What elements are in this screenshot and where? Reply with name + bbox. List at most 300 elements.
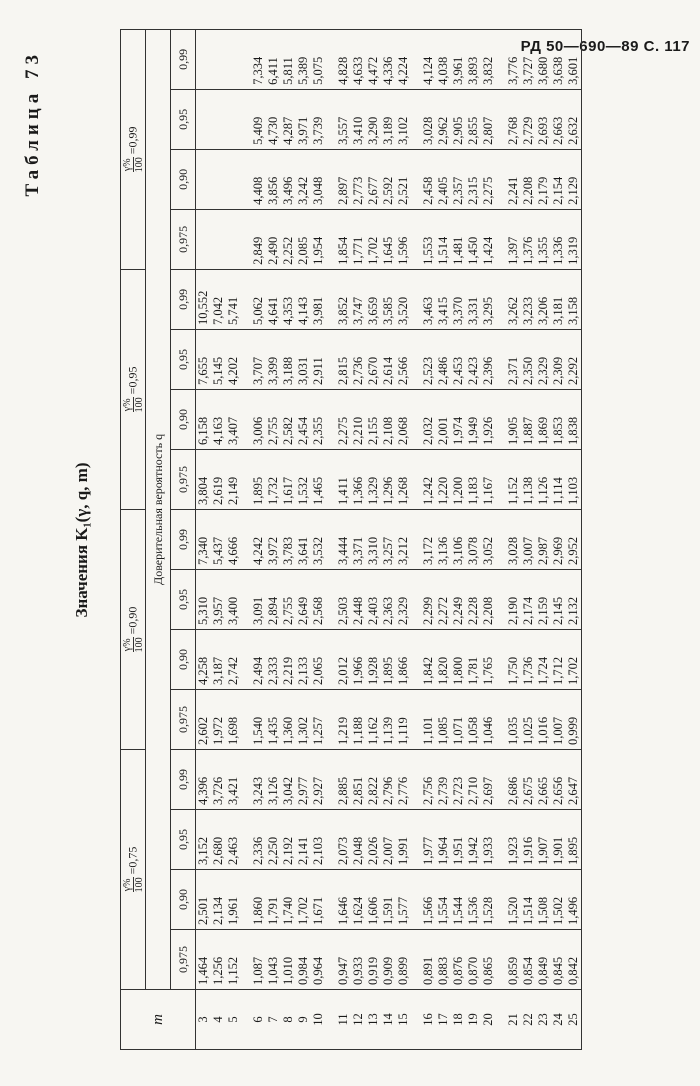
k1-value-cell: 3,961 bbox=[451, 29, 466, 89]
k1-value-cell: 1,183 bbox=[466, 449, 481, 509]
k1-value-cell: 2,249 bbox=[451, 569, 466, 629]
k1-value-cell: 3,444 bbox=[336, 509, 351, 569]
k1-value-cell: 1,933 bbox=[481, 810, 496, 870]
k1-value-cell: 2,371 bbox=[506, 329, 521, 389]
q-header-cell: 0,99 bbox=[171, 29, 196, 89]
k1-value-cell: 1,646 bbox=[336, 870, 351, 930]
k1-value-cell: 2,228 bbox=[466, 569, 481, 629]
k1-value-cell: 3,006 bbox=[251, 389, 266, 449]
k1-value-cell: 2,855 bbox=[466, 89, 481, 149]
k1-value-cell: 2,007 bbox=[381, 810, 396, 870]
k1-value-cell: 4,287 bbox=[281, 89, 296, 149]
table-row bbox=[336, 29, 351, 1049]
k1-value-cell: 1,577 bbox=[396, 870, 411, 930]
k1-value-cell: 1,553 bbox=[421, 209, 436, 269]
k1-value-cell: 3,212 bbox=[396, 509, 411, 569]
k1-value-cell: 2,962 bbox=[436, 89, 451, 149]
k1-value-cell: 2,670 bbox=[366, 329, 381, 389]
k1-value-cell: 2,815 bbox=[336, 329, 351, 389]
k1-value-cell: 2,333 bbox=[266, 629, 281, 689]
k1-value-cell: 3,181 bbox=[551, 269, 566, 329]
table-row bbox=[466, 29, 481, 1049]
k1-value-cell: 1,010 bbox=[281, 930, 296, 990]
k1-value-cell: 1,138 bbox=[521, 449, 536, 509]
k1-value-cell: 3,152 bbox=[196, 810, 212, 870]
k1-value-cell: 1,964 bbox=[436, 810, 451, 870]
k1-value-cell: 1,800 bbox=[451, 629, 466, 689]
q-header-cell: 0,90 bbox=[171, 629, 196, 689]
m-value-cell: 14 bbox=[381, 990, 396, 1050]
spacer-cell bbox=[411, 389, 421, 449]
spacer-cell bbox=[411, 29, 421, 89]
k1-value-cell: 2,208 bbox=[521, 149, 536, 209]
k1-value-cell: 2,134 bbox=[211, 870, 226, 930]
k1-value-cell bbox=[211, 89, 226, 149]
k1-value-cell: 2,851 bbox=[351, 749, 366, 809]
k1-value-cell: 1,842 bbox=[421, 629, 436, 689]
k1-value-cell: 1,162 bbox=[366, 689, 381, 749]
k1-value-cell: 3,726 bbox=[211, 749, 226, 809]
k1-value-cell: 3,126 bbox=[266, 749, 281, 809]
m-value-cell: 9 bbox=[296, 990, 311, 1050]
k1-value-cell bbox=[226, 29, 241, 89]
k1-value-cell: 1,972 bbox=[211, 689, 226, 749]
k1-value-cell: 2,068 bbox=[396, 389, 411, 449]
k1-value-cell: 1,016 bbox=[536, 689, 551, 749]
k1-value-cell: 2,463 bbox=[226, 810, 241, 870]
k1-value-cell: 1,916 bbox=[521, 810, 536, 870]
k1-value-cell: 2,602 bbox=[196, 689, 212, 749]
k1-value-cell: 3,370 bbox=[451, 269, 466, 329]
k1-value-cell: 2,523 bbox=[421, 329, 436, 389]
k1-value-cell: 0,870 bbox=[466, 930, 481, 990]
k1-value-cell: 2,132 bbox=[566, 569, 582, 629]
k1-value-cell: 3,804 bbox=[196, 449, 212, 509]
k1-value-cell: 1,424 bbox=[481, 209, 496, 269]
k1-value-cell: 4,336 bbox=[381, 29, 396, 89]
k1-value-cell: 1,951 bbox=[451, 810, 466, 870]
k1-value-cell: 0,933 bbox=[351, 930, 366, 990]
m-value-cell: 5 bbox=[226, 990, 241, 1050]
k1-value-cell: 1,188 bbox=[351, 689, 366, 749]
q-header-cell: 0,95 bbox=[171, 89, 196, 149]
k1-value-cell: 1,302 bbox=[296, 689, 311, 749]
k1-value-cell: 2,329 bbox=[396, 569, 411, 629]
k1-value-cell: 1,035 bbox=[506, 689, 521, 749]
gamma-header-0: γ% 100 =0,75 bbox=[121, 749, 146, 989]
k1-value-cell: 1,397 bbox=[506, 209, 521, 269]
k1-value-cell: 3,042 bbox=[281, 749, 296, 809]
k1-value-cell: 3,641 bbox=[296, 509, 311, 569]
table-row bbox=[436, 29, 451, 1049]
k1-value-cell: 0,919 bbox=[366, 930, 381, 990]
k1-value-cell: 1,536 bbox=[466, 870, 481, 930]
k1-value-cell: 1,838 bbox=[566, 389, 582, 449]
spacer-cell bbox=[241, 509, 251, 569]
k1-value-cell: 2,756 bbox=[421, 749, 436, 809]
k1-value-cell: 3,295 bbox=[481, 269, 496, 329]
spacer-cell bbox=[326, 930, 336, 990]
k1-value-cell: 1,606 bbox=[366, 870, 381, 930]
spacer-cell bbox=[496, 509, 506, 569]
group-spacer-row bbox=[411, 29, 421, 1049]
k1-value-cell: 1,268 bbox=[396, 449, 411, 509]
k1-value-cell: 3,601 bbox=[566, 29, 582, 89]
k1-value-cell: 1,152 bbox=[506, 449, 521, 509]
k1-value-cell: 4,163 bbox=[211, 389, 226, 449]
k1-value-cell: 1,974 bbox=[451, 389, 466, 449]
k1-value-cell: 2,073 bbox=[336, 810, 351, 870]
spacer-cell bbox=[411, 810, 421, 870]
q-header-cell: 0,975 bbox=[171, 930, 196, 990]
spacer-cell bbox=[326, 990, 336, 1050]
k1-value-cell: 2,656 bbox=[551, 749, 566, 809]
k1-value-cell: 4,828 bbox=[336, 29, 351, 89]
m-value-cell: 16 bbox=[421, 990, 436, 1050]
k1-value-cell: 3,852 bbox=[336, 269, 351, 329]
spacer-cell bbox=[326, 89, 336, 149]
k1-value-cell: 1,025 bbox=[521, 689, 536, 749]
k1-value-cell bbox=[211, 29, 226, 89]
k1-value-cell: 1,296 bbox=[381, 449, 396, 509]
spacer-cell bbox=[241, 209, 251, 269]
k1-value-cell: 2,710 bbox=[466, 749, 481, 809]
k1-value-cell: 7,340 bbox=[196, 509, 212, 569]
spacer-cell bbox=[411, 990, 421, 1050]
k1-value-cell: 4,124 bbox=[421, 29, 436, 89]
table-row bbox=[521, 29, 536, 1049]
k1-value-cell: 1,220 bbox=[436, 449, 451, 509]
k1-value-cell: 2,357 bbox=[451, 149, 466, 209]
k1-value-cell: 0,999 bbox=[566, 689, 582, 749]
k1-value-cell: 2,952 bbox=[566, 509, 582, 569]
table-body bbox=[196, 29, 582, 1049]
spacer-cell bbox=[411, 449, 421, 509]
k1-value-cell: 2,796 bbox=[381, 749, 396, 809]
k1-value-cell: 1,771 bbox=[351, 209, 366, 269]
k1-value-cell: 2,299 bbox=[421, 569, 436, 629]
k1-value-cell: 4,666 bbox=[226, 509, 241, 569]
k1-value-cell: 1,645 bbox=[381, 209, 396, 269]
spacer-cell bbox=[496, 389, 506, 449]
q-header-cell: 0,95 bbox=[171, 329, 196, 389]
k1-value-cell: 1,895 bbox=[251, 449, 266, 509]
spacer-cell bbox=[241, 990, 251, 1050]
spacer-cell bbox=[411, 509, 421, 569]
k1-value-cell: 1,854 bbox=[336, 209, 351, 269]
gamma-header-3: γ% 100 =0,99 bbox=[121, 29, 146, 269]
k1-value-cell: 1,481 bbox=[451, 209, 466, 269]
k1-value-cell: 2,133 bbox=[296, 629, 311, 689]
k1-value-cell: 2,582 bbox=[281, 389, 296, 449]
spacer-cell bbox=[241, 389, 251, 449]
q-header-cell: 0,90 bbox=[171, 870, 196, 930]
k1-value-cell: 1,085 bbox=[436, 689, 451, 749]
k1-value-cell: 2,568 bbox=[311, 569, 326, 629]
spacer-cell bbox=[496, 749, 506, 809]
k1-value-cell: 2,396 bbox=[481, 329, 496, 389]
k1-value-cell: 1,366 bbox=[351, 449, 366, 509]
m-value-cell: 6 bbox=[251, 990, 266, 1050]
k1-value-cell: 5,075 bbox=[311, 29, 326, 89]
k1-value-cell: 2,723 bbox=[451, 749, 466, 809]
k1-value-cell: 3,233 bbox=[521, 269, 536, 329]
k1-value-cell: 2,065 bbox=[311, 629, 326, 689]
k1-value-cell bbox=[196, 29, 212, 89]
k1-value-cell: 3,136 bbox=[436, 509, 451, 569]
k1-value-cell: 2,241 bbox=[506, 149, 521, 209]
spacer-cell bbox=[411, 209, 421, 269]
k1-value-cell: 2,026 bbox=[366, 810, 381, 870]
k1-value-cell: 2,129 bbox=[566, 149, 582, 209]
k1-value-cell: 1,114 bbox=[551, 449, 566, 509]
table-row bbox=[296, 29, 311, 1049]
k1-value-cell: 2,355 bbox=[311, 389, 326, 449]
k1-value-cell: 1,167 bbox=[481, 449, 496, 509]
k1-value-cell: 3,371 bbox=[351, 509, 366, 569]
k1-value-cell: 1,702 bbox=[566, 629, 582, 689]
k1-value-cell: 2,210 bbox=[351, 389, 366, 449]
k1-value-cell: 3,739 bbox=[311, 89, 326, 149]
q-header-cell: 0,975 bbox=[171, 689, 196, 749]
k1-value-cell: 0,854 bbox=[521, 930, 536, 990]
k1-value-cell: 1,905 bbox=[506, 389, 521, 449]
k1-value-cell: 2,423 bbox=[466, 329, 481, 389]
k1-value-cell: 1,698 bbox=[226, 689, 241, 749]
table-row bbox=[481, 29, 496, 1049]
k1-value-cell: 2,486 bbox=[436, 329, 451, 389]
k1-value-cell: 3,091 bbox=[251, 569, 266, 629]
k1-value-cell: 2,179 bbox=[536, 149, 551, 209]
k1-value-cell: 3,188 bbox=[281, 329, 296, 389]
spacer-cell bbox=[496, 449, 506, 509]
table-row bbox=[251, 29, 266, 1049]
k1-value-cell: 0,883 bbox=[436, 930, 451, 990]
spacer-cell bbox=[411, 269, 421, 329]
spacer-cell bbox=[411, 149, 421, 209]
table-row bbox=[211, 29, 226, 1049]
k1-value-cell: 2,686 bbox=[506, 749, 521, 809]
k1-value-cell: 1,740 bbox=[281, 870, 296, 930]
k1-value-cell: 3,310 bbox=[366, 509, 381, 569]
spacer-cell bbox=[496, 209, 506, 269]
spacer-cell bbox=[241, 689, 251, 749]
k1-value-cell: 3,638 bbox=[551, 29, 566, 89]
m-value-cell: 7 bbox=[266, 990, 281, 1050]
spacer-cell bbox=[411, 629, 421, 689]
k1-value-cell: 1,907 bbox=[536, 810, 551, 870]
k1-value-cell: 3,776 bbox=[506, 29, 521, 89]
table-row bbox=[566, 29, 582, 1049]
k1-value-cell: 0,891 bbox=[421, 930, 436, 990]
spacer-cell bbox=[241, 810, 251, 870]
k1-value-cell: 1,860 bbox=[251, 870, 266, 930]
k1-value-cell: 0,899 bbox=[396, 930, 411, 990]
k1-value-cell: 4,641 bbox=[266, 269, 281, 329]
k1-value-cell: 2,108 bbox=[381, 389, 396, 449]
table-row bbox=[351, 29, 366, 1049]
k1-value-cell: 3,400 bbox=[226, 569, 241, 629]
k1-value-cell: 5,389 bbox=[296, 29, 311, 89]
k1-value-cell: 3,106 bbox=[451, 509, 466, 569]
k1-value-cell bbox=[196, 89, 212, 149]
k1-value-cell: 0,865 bbox=[481, 930, 496, 990]
q-values-row bbox=[171, 29, 196, 1049]
k1-value-cell: 3,520 bbox=[396, 269, 411, 329]
m-value-cell: 11 bbox=[336, 990, 351, 1050]
k1-value-cell: 1,820 bbox=[436, 629, 451, 689]
k1-value-cell: 1,319 bbox=[566, 209, 582, 269]
k1-value-cell: 2,190 bbox=[506, 569, 521, 629]
k1-value-cell: 1,360 bbox=[281, 689, 296, 749]
k1-value-cell: 1,528 bbox=[481, 870, 496, 930]
k1-value-cell bbox=[211, 149, 226, 209]
k1-value-cell: 1,617 bbox=[281, 449, 296, 509]
table-row bbox=[226, 29, 241, 1049]
k1-value-cell: 2,208 bbox=[481, 569, 496, 629]
spacer-cell bbox=[241, 449, 251, 509]
spacer-cell bbox=[411, 930, 421, 990]
k1-value-cell: 3,028 bbox=[421, 89, 436, 149]
k1-value-cell: 1,991 bbox=[396, 810, 411, 870]
k1-value-cell: 2,675 bbox=[521, 749, 536, 809]
table-row bbox=[451, 29, 466, 1049]
k1-value-cell: 4,353 bbox=[281, 269, 296, 329]
k1-value-cell: 3,407 bbox=[226, 389, 241, 449]
k1-value-cell: 1,200 bbox=[451, 449, 466, 509]
spacer-cell bbox=[241, 89, 251, 149]
k1-value-cell: 1,411 bbox=[336, 449, 351, 509]
m-value-cell: 20 bbox=[481, 990, 496, 1050]
m-value-cell: 23 bbox=[536, 990, 551, 1050]
k1-value-cell: 3,158 bbox=[566, 269, 582, 329]
spacer-cell bbox=[326, 569, 336, 629]
k1-value-cell: 1,781 bbox=[466, 629, 481, 689]
k1-value-cell: 2,521 bbox=[396, 149, 411, 209]
k1-value-cell: 2,048 bbox=[351, 810, 366, 870]
k1-value-cell: 2,454 bbox=[296, 389, 311, 449]
table-label: Таблица 73 bbox=[22, 50, 43, 197]
spacer-cell bbox=[326, 209, 336, 269]
k1-value-cell: 5,310 bbox=[196, 569, 212, 629]
k1-value-cell: 3,187 bbox=[211, 629, 226, 689]
k1-value-cell: 1,139 bbox=[381, 689, 396, 749]
k1-value-cell: 2,458 bbox=[421, 149, 436, 209]
k1-value-cell: 1,532 bbox=[296, 449, 311, 509]
k1-value-cell: 4,396 bbox=[196, 749, 212, 809]
k1-value-cell: 3,410 bbox=[351, 89, 366, 149]
k1-value-cell: 3,557 bbox=[336, 89, 351, 149]
table-title: Значения K₁(γ, q, m) bbox=[72, 462, 91, 618]
k1-value-cell: 5,145 bbox=[211, 329, 226, 389]
k1-value-cell: 7,042 bbox=[211, 269, 226, 329]
m-value-cell: 8 bbox=[281, 990, 296, 1050]
k1-value-cell: 3,172 bbox=[421, 509, 436, 569]
k1-value-cell: 3,048 bbox=[311, 149, 326, 209]
k1-value-cell: 2,736 bbox=[351, 329, 366, 389]
k1-value-cell: 2,159 bbox=[536, 569, 551, 629]
k1-value-cell: 2,494 bbox=[251, 629, 266, 689]
k1-value-cell: 0,947 bbox=[336, 930, 351, 990]
spacer-cell bbox=[496, 870, 506, 930]
k1-value-cell: 1,257 bbox=[311, 689, 326, 749]
spacer-cell bbox=[411, 89, 421, 149]
k1-value-cell: 1,702 bbox=[296, 870, 311, 930]
k1-value-cell: 2,350 bbox=[521, 329, 536, 389]
k1-value-cell: 2,911 bbox=[311, 329, 326, 389]
spacer-cell bbox=[496, 269, 506, 329]
k1-value-cell bbox=[196, 149, 212, 209]
spacer-cell bbox=[326, 870, 336, 930]
k1-value-cell: 2,448 bbox=[351, 569, 366, 629]
spacer-cell bbox=[241, 749, 251, 809]
k1-value-cell: 2,592 bbox=[381, 149, 396, 209]
m-value-cell: 22 bbox=[521, 990, 536, 1050]
k1-value-cell: 1,355 bbox=[536, 209, 551, 269]
group-spacer-row bbox=[496, 29, 506, 1049]
k1-value-cell: 1,961 bbox=[226, 870, 241, 930]
k1-value-cell: 2,566 bbox=[396, 329, 411, 389]
k1-value-cell: 1,058 bbox=[466, 689, 481, 749]
k1-value-cell: 5,437 bbox=[211, 509, 226, 569]
confidence-probability-header: Доверительная вероятность q bbox=[146, 29, 171, 989]
k1-value-cell: 1,435 bbox=[266, 689, 281, 749]
k1-value-cell: 10,552 bbox=[196, 269, 212, 329]
k1-value-cell: 2,905 bbox=[451, 89, 466, 149]
k1-value-cell: 2,192 bbox=[281, 810, 296, 870]
spacer-cell bbox=[411, 569, 421, 629]
q-header-cell: 0,99 bbox=[171, 269, 196, 329]
k1-value-cell: 1,942 bbox=[466, 810, 481, 870]
q-header-cell: 0,95 bbox=[171, 810, 196, 870]
table-row bbox=[536, 29, 551, 1049]
k1-value-cell: 2,154 bbox=[551, 149, 566, 209]
k1-value-cell: 1,895 bbox=[381, 629, 396, 689]
k1-value-cell: 1,977 bbox=[421, 810, 436, 870]
q-header-cell: 0,99 bbox=[171, 509, 196, 569]
k1-value-cell: 1,926 bbox=[481, 389, 496, 449]
k1-value-cell: 1,566 bbox=[421, 870, 436, 930]
k1-value-cell: 4,202 bbox=[226, 329, 241, 389]
spacer-cell bbox=[326, 389, 336, 449]
k1-value-cell bbox=[196, 209, 212, 269]
m-value-cell: 12 bbox=[351, 990, 366, 1050]
q-header-cell: 0,90 bbox=[171, 389, 196, 449]
k1-value-cell: 1,508 bbox=[536, 870, 551, 930]
k1-value-cell: 1,219 bbox=[336, 689, 351, 749]
k1-value-cell: 2,894 bbox=[266, 569, 281, 629]
k1-value-cell: 2,632 bbox=[566, 89, 582, 149]
k1-value-cell: 3,415 bbox=[436, 269, 451, 329]
k1-value-cell: 1,736 bbox=[521, 629, 536, 689]
spacer-cell bbox=[326, 329, 336, 389]
k1-value-cell: 2,403 bbox=[366, 569, 381, 629]
k1-value-cell: 2,755 bbox=[266, 389, 281, 449]
k1-value-cell: 6,411 bbox=[266, 29, 281, 89]
k1-value-cell: 5,811 bbox=[281, 29, 296, 89]
k1-value-cell: 3,243 bbox=[251, 749, 266, 809]
m-value-cell: 24 bbox=[551, 990, 566, 1050]
k1-value-cell: 3,463 bbox=[421, 269, 436, 329]
k1-value-cell: 2,897 bbox=[336, 149, 351, 209]
k1-value-cell: 3,727 bbox=[521, 29, 536, 89]
k1-value-cell: 1,869 bbox=[536, 389, 551, 449]
k1-value-cell: 2,977 bbox=[296, 749, 311, 809]
k1-value-cell: 2,680 bbox=[211, 810, 226, 870]
k1-value-cell: 2,987 bbox=[536, 509, 551, 569]
gamma-header-2: γ% 100 =0,95 bbox=[121, 269, 146, 509]
k1-value-cell: 1,336 bbox=[551, 209, 566, 269]
